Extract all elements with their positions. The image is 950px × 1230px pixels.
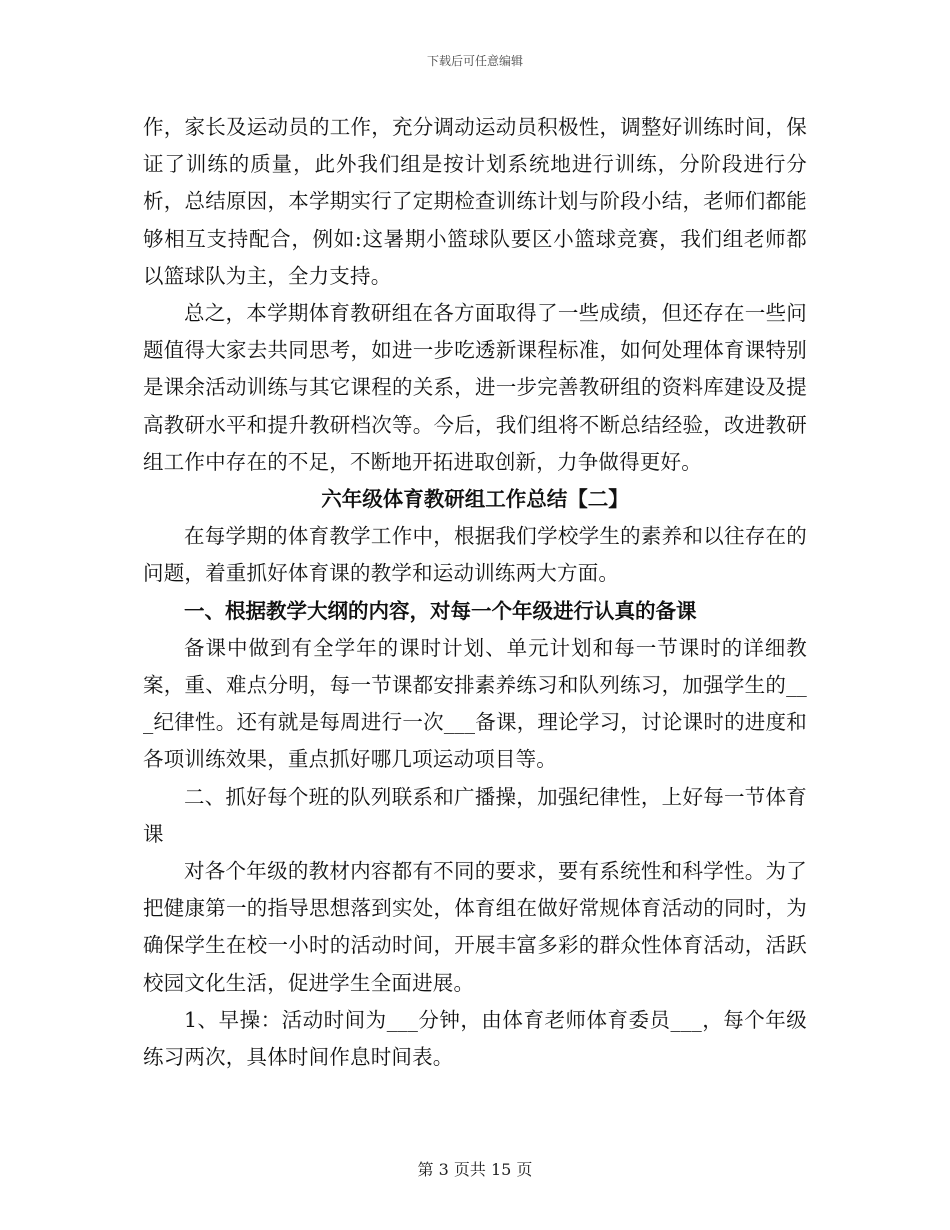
- heading-2: 二、抓好每个班的队列联系和广播操，加强纪律性，上好每一节体育课: [143, 784, 807, 846]
- document-body: [143, 109, 807, 1076]
- paragraph-6: 1、早操：活动时间为___分钟，由体育老师体育委员___，每个年级练习两次，具体时间作息时间表。: [143, 1007, 807, 1070]
- heading-1: 一、根据教学大纲的内容，对每一个年级进行认真的备课: [184, 598, 697, 623]
- download-note: 下载后可任意编辑: [426, 54, 523, 68]
- paragraph-3: 在每学期的体育教学工作中，根据我们学校学生的素养和以往存在的问题，着重抓好体育课的教学和运动训练两大方面。: [143, 524, 807, 586]
- paragraph-5: 对各个年级的教材内容都有不同的要求，要有系统性和科学性。为了把健康第一的指导思想落到实处，体育组在做好常规体育活动的同时，为确保学生在校一小时的活动时间，开展丰富多彩的群众性体育活动，活跃校园文化生活，促进学生全面进展。: [143, 859, 807, 995]
- section-title: 六年级体育教研组工作总结【二】: [321, 487, 629, 512]
- paragraph-2: 总之，本学期体育教研组在各方面取得了一些成绩，但还存在一些问题值得大家去共同思考，如进一步吃透新课程标准，如何处理体育课特别是课余活动训练与其它课程的关系，进一步完善教研组的资料库建设及提高教研水平和提升教研档次等。今后，我们组将不断总结经验，改进教研组工作中存在的不足，不断地开拓进取创新，力争做得更好。: [143, 301, 807, 474]
- paragraph-4: 备课中做到有全学年的课时计划、单元计划和每一节课时的详细教案，重、难点分明，每一节课都安排素养练习和队列练习，加强学生的___纪律性。还有就是每周进行一次___备课，理论学习，讨论课时的进度和各项训练效果，重点抓好哪几项运动项目等。: [143, 635, 807, 772]
- paragraph-1: 作，家长及运动员的工作，充分调动运动员积极性，调整好训练时间，保证了训练的质量，此外我们组是按计划系统地进行训练，分阶段进行分析，总结原因，本学期实行了定期检查训练计划与阶段小结，老师们都能够相互支持配合，例如:这暑期小篮球队要区小篮球竞赛，我们组老师都以篮球队为主，全力支持。: [143, 115, 807, 288]
- page-number: 第 3 页共 15 页: [417, 1160, 533, 1179]
